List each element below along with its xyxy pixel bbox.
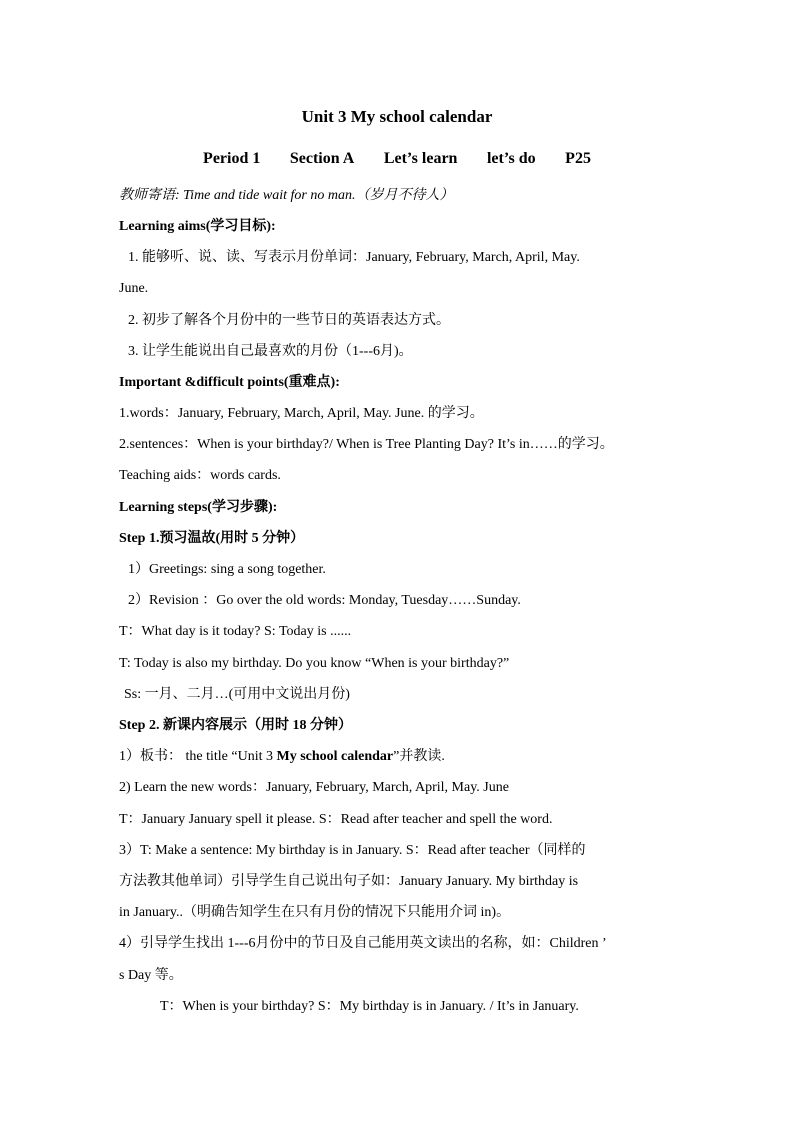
aim-item: June. [119, 281, 149, 296]
point-item: 2.sentences：When is your birthday?/ When is Tree Planting Day? It’s in……的学习。 [119, 437, 614, 452]
step2-board-text-end: ”并教读. [393, 749, 445, 764]
point-item: 1.words：January, February, March, April, May. June. 的学习。 [119, 406, 484, 421]
subtitle-lets-do: let’s do [486, 150, 536, 167]
step2-line [119, 747, 445, 767]
step1-line: T: Today is also my birthday. Do you know “When is your birthday?” [119, 656, 510, 671]
step2-dialog: T：When is your birthday? S：My birthday is in January. / It’s in January. [160, 999, 579, 1014]
step1-line: T：What day is it today? S: Today is ...... [119, 624, 352, 639]
step2-line: 4）引导学生找出 1---6月份中的节日及自己能用英文读出的名称，如：Children ’ [119, 936, 607, 951]
step2-line: in January..（明确告知学生在只有月份的情况下只能用介词 in)。 [119, 905, 511, 920]
step1-heading: Step 1.预习温故(用时 5 分钟） [119, 531, 305, 546]
teacher-motto: 教师寄语: Time and tide wait for no man.（岁月不待人） [119, 188, 454, 203]
subtitle-lets-learn: Let’s learn [383, 150, 458, 167]
aim-item: 1. 能够听、说、读、写表示月份单词：January, February, March, April, May. [128, 250, 580, 265]
subtitle-section: Section A [289, 150, 355, 167]
document-title: Unit 3 My school calendar [301, 107, 493, 126]
subtitle-page: P25 [565, 150, 591, 167]
step2-line: T：January January spell it please. S：Read after teacher and spell the word. [119, 812, 553, 827]
steps-heading: Learning steps(学习步骤): [119, 500, 278, 515]
aim-item: 2. 初步了解各个月份中的一些节日的英语表达方式。 [128, 313, 450, 328]
step2-board-title: My school calendar [276, 749, 394, 764]
step2-board-text: 1）板书： the title “Unit 3 [119, 749, 277, 764]
points-heading: Important &difficult points(重难点): [119, 375, 340, 390]
step2-line: s Day 等。 [119, 968, 183, 983]
aim-item: 3. 让学生能说出自己最喜欢的月份（1---6月)。 [128, 344, 413, 359]
step2-line: 方法教其他单词）引导学生自己说出句子如：January January. My birthday is [119, 874, 579, 889]
aims-heading: Learning aims(学习目标): [119, 219, 276, 234]
step2-line: 3）T: Make a sentence: My birthday is in January. S：Read after teacher（同样的 [119, 843, 586, 858]
step1-line: 2）Revision ：Go over the old words: Monday, Tuesday……Sunday. [128, 593, 521, 608]
document-subtitle [0, 149, 794, 170]
step2-line: 2) Learn the new words：January, February, March, April, May. June [119, 780, 509, 795]
step1-line: Ss: 一月、二月…(可用中文说出月份) [124, 687, 350, 702]
step2-heading: Step 2. 新课内容展示（用时 18 分钟） [119, 718, 352, 733]
subtitle-period: Period 1 [203, 150, 261, 167]
teaching-aids: Teaching aids：words cards. [119, 468, 281, 483]
step1-line: 1）Greetings: sing a song together. [128, 562, 326, 577]
